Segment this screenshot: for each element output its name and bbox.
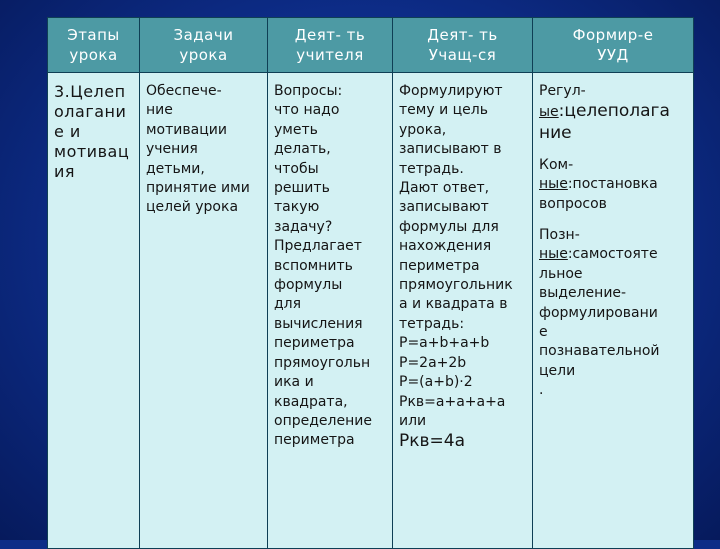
- header-tasks: Задачи урока: [140, 18, 268, 73]
- cell-stage: 3.Целеп олагани е и мотивац ия: [48, 73, 140, 549]
- header-row: [48, 18, 694, 73]
- cell-uud: [533, 73, 694, 549]
- header-uud: Формир-е УУД: [533, 18, 694, 73]
- header-stages: Этапы урока: [48, 18, 140, 73]
- cell-teacher-activity: Вопросы: что надо уметь делать, чтобы решить такую задачу? Предлагает вспомнить формулы для вычисления периметра прямоугольн ика и квадрата, определение периметра: [268, 73, 393, 549]
- table-row: [48, 73, 694, 549]
- header-student-activity: Деят- ть Учащ-ся: [393, 18, 533, 73]
- formula-square-perimeter: Ркв=4а: [399, 431, 466, 452]
- uud-cognitive: Позн- ные:самостояте льное выделение- формулировани е познавательной цели .: [539, 227, 660, 399]
- header-teacher-activity: Деят- ть учителя: [268, 18, 393, 73]
- cell-student-activity: Формулируют тему и цель урока, записывают в тетрадь. Дают ответ, записывают формулы для нахождения периметра прямоугольник а и квадрата в тетрадь: P=a+b+a+b P=2a+2b P=(a+b)·2 Ркв=a+a+a+a или Ркв=4а: [393, 73, 533, 549]
- cell-tasks: Обеспече- ние мотивации учения детьми, принятие ими целей урока: [140, 73, 268, 549]
- uud-regulative: Регул- ые:целеполага ние: [539, 83, 670, 143]
- uud-communicative: Ком- ные:постановка вопросов: [539, 156, 658, 212]
- lesson-plan-table: [47, 17, 694, 549]
